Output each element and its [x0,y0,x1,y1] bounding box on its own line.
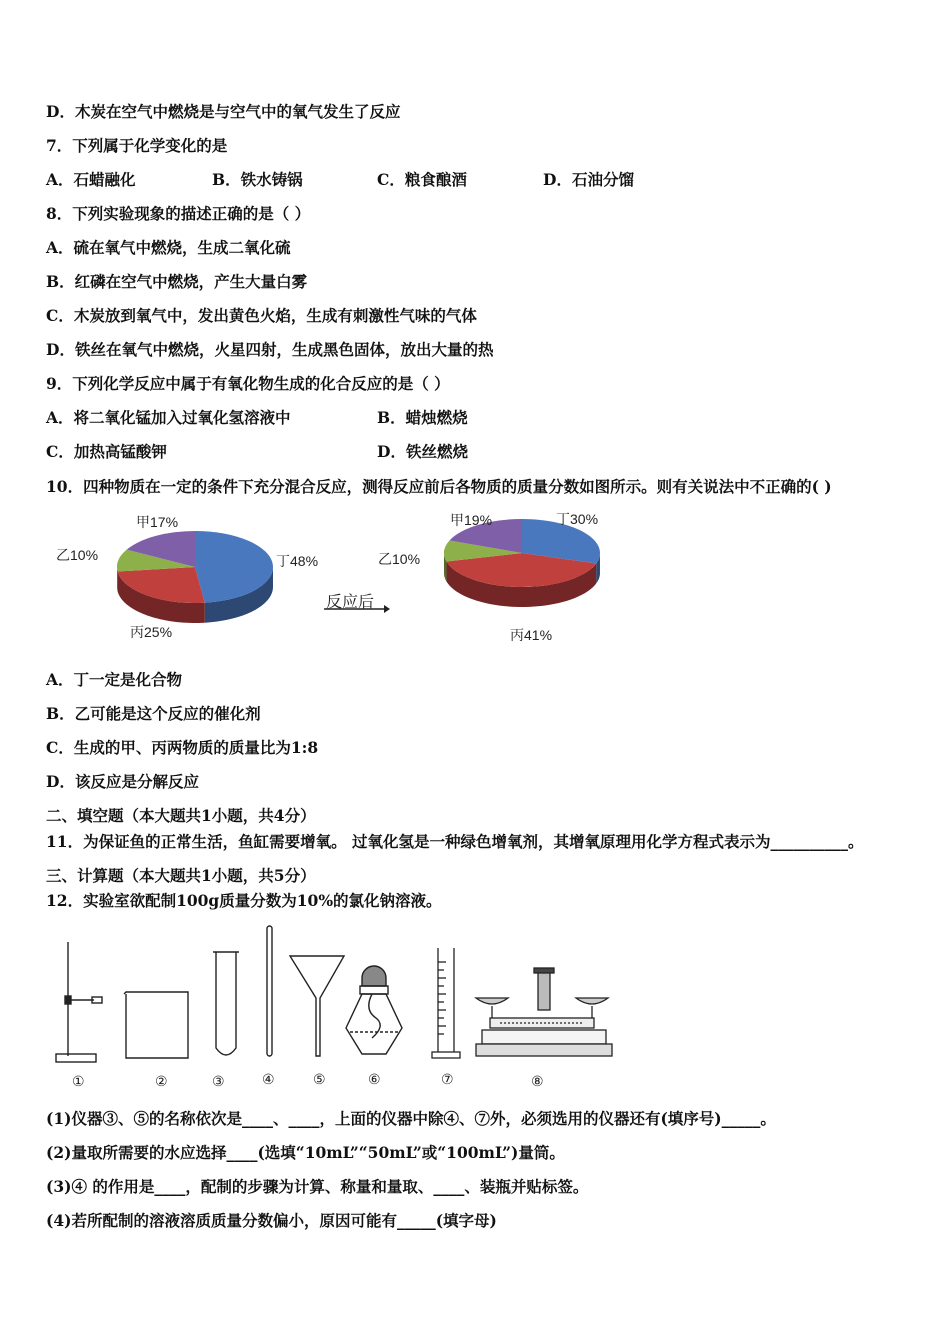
glass-rod-icon [267,926,272,1056]
q7-stem: 7．下列属于化学变化的是 [46,136,228,155]
q9-option-c: C．加热高锰酸钾 [46,442,167,461]
q10-option-a: A．丁一定是化合物 [46,670,183,689]
pie1-label-jia: 甲17% [136,514,179,530]
q9-stem: 9．下列化学反应中属于有氧化物生成的化合反应的是（ ） [46,374,450,393]
beaker-icon [124,992,188,1058]
q9-option-b: B．蜡烛燃烧 [377,408,468,427]
q7-option-d: D．石油分馏 [543,170,634,189]
pie2-label-bing: 丙41% [510,627,553,643]
q10-option-c: C．生成的甲、丙两物质的质量比为1:8 [46,738,319,757]
section3-title: 三、计算题（本大题共1小题，共5分） [46,866,316,885]
pie1-label-yi: 乙10% [56,547,99,563]
q8-option-b: B．红磷在空气中燃烧，产生大量白雾 [46,272,308,291]
q10-option-b: B．乙可能是这个反应的催化剂 [46,704,261,723]
pie2-label-ding: 丁30% [556,511,599,527]
pie-chart-before [40,505,340,645]
test-tube-icon [213,952,239,1055]
q12-part-1: (1)仪器③、⑤的名称依次是____、____，上面的仪器中除④、⑦外，必须选用的仪器还有(填序号)_____。 [46,1109,776,1128]
arrow-label: 反应后 [326,594,375,611]
q12-part-3: (3)④ 的作用是____，配制的步骤为计算、称量和量取、____、装瓶并贴标签。 [46,1177,589,1196]
instrument-number-7: ⑦ [441,1072,454,1088]
pie1-label-bing: 丙25% [130,624,173,640]
instrument-number-8: ⑧ [531,1074,544,1090]
q12-stem: 12．实验室欲配制100g质量分数为10%的氯化钠溶液。 [46,891,442,910]
q11-text: 11．为保证鱼的正常生活，鱼缸需要增氧。 过氧化氢是一种绿色增氧剂，其增氧原理用化学方程式表示为__________。 [46,832,864,851]
q10-stem: 10．四种物质在一定的条件下充分混合反应，测得反应前后各物质的质量分数如图所示。则有关说法中不正确的( ) [46,477,832,496]
alcohol-lamp-icon [346,966,402,1054]
q8-stem: 8．下列实验现象的描述正确的是（ ） [46,204,311,223]
instrument-number-3: ③ [212,1074,225,1090]
pie1-label-ding: 丁48% [276,553,319,569]
q9-option-a: A．将二氧化锰加入过氧化氢溶液中 [46,408,291,427]
q7-option-a: A．石蜡融化 [46,170,136,189]
instrument-number-1: ① [72,1074,85,1090]
measuring-cylinder-icon [432,948,460,1058]
instrument-number-2: ② [155,1074,168,1090]
q7-option-c: C．粮食酿酒 [377,170,467,189]
q12-part-2: (2)量取所需要的水应选择____(选填“10mL”“50mL”或“100mL”)量筒。 [46,1143,565,1162]
section2-title: 二、填空题（本大题共1小题，共4分） [46,806,316,825]
pie2-label-jia: 甲19% [450,512,493,528]
q7-option-b: B．铁水铸锅 [212,170,303,189]
arrow-icon [322,603,392,615]
instrument-number-5: ⑤ [313,1072,326,1088]
instrument-number-6: ⑥ [368,1072,381,1088]
iron-stand-icon [56,942,102,1062]
pie2-label-yi: 乙10% [378,551,421,567]
q10-option-d: D．该反应是分解反应 [46,772,199,791]
q12-part-4: (4)若所配制的溶液溶质质量分数偏小，原因可能有_____(填字母) [46,1211,497,1230]
q8-option-a: A．硫在氧气中燃烧，生成二氧化硫 [46,238,291,257]
instrument-number-4: ④ [262,1072,275,1088]
q6-option-d: D．木炭在空气中燃烧是与空气中的氧气发生了反应 [46,102,401,121]
q9-option-d: D．铁丝燃烧 [377,442,468,461]
lab-instruments-figure [46,920,626,1070]
balance-icon [476,968,612,1056]
q8-option-d: D．铁丝在氧气中燃烧，火星四射，生成黑色固体，放出大量的热 [46,340,494,359]
q8-option-c: C．木炭放到氧气中，发出黄色火焰，生成有刺激性气味的气体 [46,306,477,325]
funnel-icon [290,956,344,1056]
